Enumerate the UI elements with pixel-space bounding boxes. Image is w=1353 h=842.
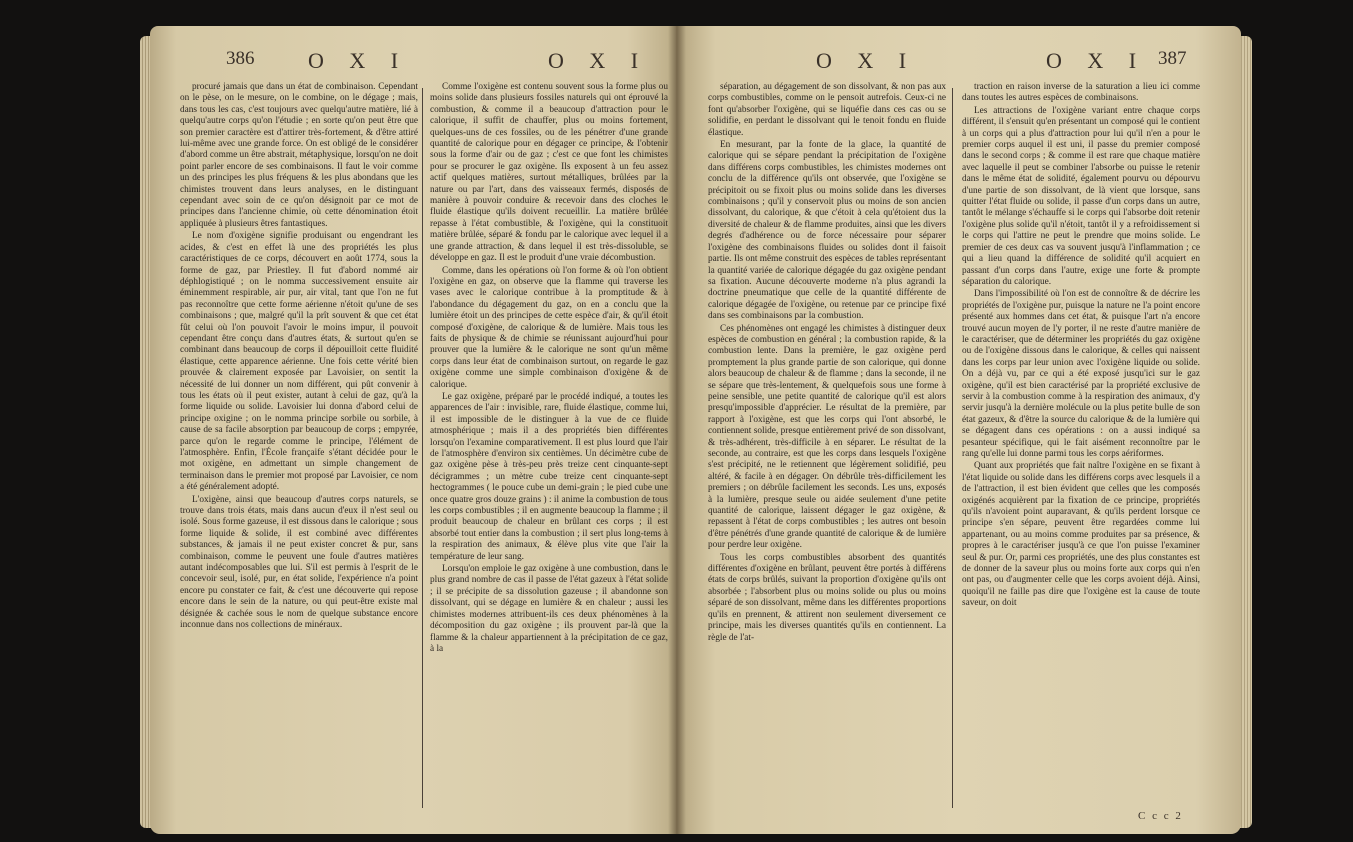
running-head-left: O X I — [308, 48, 409, 73]
paragraph: Tous les corps combustibles absorbent des quantités différentes d'oxigène en brûlant, peuvent être portés à différens états de corps brûlés, suivant la proportion d'oxigène qu'ils ont absorbée ; l'absorbent plus ou moins solide ou plus ou moins séparé de son dissolvant, même dans les différentes proportions qu'ils en prennent, & attirent non seulement diversement ce principe, mais les diverses quantités qu'ils en contiennent. La règle de l'at- — [708, 552, 946, 643]
running-head-right-1: O X I — [816, 48, 917, 73]
paragraph: Quant aux propriétés que fait naître l'oxigène en se fixant à l'état liquide ou solide dans les différens corps avec lesquels il a de l'attraction, il est bien évident que celles que les composés oxigénés acquièrent par la fixation de ce principe, propriétés qu'ils n'avoient point auparavant, & qu'ils perdent lorsque ce principe s'en sépare, peuvent être regardées comme lui appartenant, ou au moins comme produites par sa présence, & propres à le caractériser jusqu'à ce que l'on puisse l'examiner seul & pur. Or, parmi ces propriétés, une des plus constantes est de donner de la saveur plus ou moins forte aux corps qui n'en ont pas, ou d'augmenter celle que les corps avoient déjà. Ainsi, quoiqu'il ne faille pas dire que l'oxigène est la cause de toute saveur, on doit — [962, 461, 1200, 609]
paragraph: Les attractions de l'oxigène variant entre chaque corps différent, il s'ensuit qu'en présentant un composé qui le contient à un corps qui a plus d'attraction pour lui qu'il n'en a pour le premier corps auquel il est uni, il passe du premier composé dans le second corps ; & comme il est rare que chaque matière avec laquelle il peut se combiner l'absorbe ou puisse le retenir dans le même état de solidité, également pourvu ou dépourvu d'une partie de son dissolvant, de là vient que lorsque, sans quitter l'état fluide ou solide, il passe d'un corps dans un autre, tantôt le mélange s'échauffe si le corps qui l'absorbe doit retenir l'oxigène plus solide qu'il n'étoit, tantôt il y a refroidissement si le corps qui l'attire ne peut le prendre que moins solide. Le premier de ces deux cas va souvent jusqu'à l'inflammation ; ce qui a lieu quand la différence de solidité qu'il acquiert en passant d'un corps dans l'autre, exige une forte & prompte séparation du calorique. — [962, 105, 1200, 287]
right-page — [676, 26, 1241, 834]
column-2 — [430, 82, 668, 822]
column-rule — [422, 88, 423, 808]
paragraph: L'oxigène, ainsi que beaucoup d'autres corps naturels, se trouve dans trois états, mais dans aucun d'eux il n'est seul ou isolé. Sous forme gazeuse, il est dissous dans le calorique ; sous forme liquide & solide, il est combiné avec différentes substances, & jamais il ne peut exister concret & pur, sans combinaison, comme le peuvent une foule d'autres matières autant indécomposables que lui. S'il est permis à l'esprit de le concevoir seul, isolé, pur, en état solide, l'expérience n'a point encore pu constater ce fait, & c'est une découverte qui repose encore dans le sein de la nature, ou qui peut-être existe mal désignée & cachée sous le nom de quelque substance encore inconnue dans nos collections de minéraux. — [180, 494, 418, 631]
column-4 — [962, 82, 1200, 804]
paragraph: Le gaz oxigène, préparé par le procédé indiqué, a toutes les apparences de l'air : invisible, rare, fluide élastique, comme lui, il est impossible de le distinguer à la vue de ce fluide atmosphérique ; mais il a des propriétés bien différentes lorsqu'on l'examine comparativement. Il est plus lourd que l'air de l'atmosphère d'environ six centièmes. Un décimètre cube de gaz oxigène pèse à très-peu près treize cent cinquante-sept décigrammes ; un mètre cube treize cent cinquante-sept hectogrammes ( le pouce cube un demi-grain ; le pied cube une once quatre gros douze grains ) : il anime la combustion de tous les corps combustibles ; il en augmente beaucoup la flamme ; il produit beaucoup de chaleur en brûlant ces corps ; il est absorbé tout entier dans la combustion ; il sert plus long-tems à la respiration des animaux, & élève plus vite que l'air la température de leur sang. — [430, 391, 668, 562]
column-rule — [952, 88, 953, 808]
book-gutter — [668, 26, 686, 834]
page-number-left: 386 — [226, 48, 255, 69]
left-page — [150, 26, 680, 834]
paragraph: En mesurant, par la fonte de la glace, la quantité de calorique qui se sépare pendant la précipitation de l'oxigène dans différens corps combustibles, les chimistes modernes ont conclu de la différence qu'ils ont observée, que l'oxigène se précipitoit ou se fixoit plus ou moins solide dans les diverses combinaisons ; qu'il y conservoit plus ou moins de son ancien dissolvant, du calorique, & que c'étoit à cela qu'étoient dus la diversité de chaleur & de flamme produites, ainsi que les divers degrés d'adhérence ou de force nécessaire pour séparer l'oxigène des combinaisons fluides ou solides dont il faisoit partie. Ils ont même construit des espèces de tables représentant la quantité variée de calorique dégagée du gaz oxigène pendant sa fixation. Aucune découverte moderne n'a plus agrandi la doctrine pneumatique que celle de la quantité différente de calorique dégagée de l'oxigène, ou retenue par ce principe fixé dans ses combinaisons par la combustion. — [708, 140, 946, 322]
paragraph: procuré jamais que dans un état de combinaison. Cependant on le pèse, on le mesure, on le combine, on le dégage ; mais, dans tous les cas, c'est toujours avec quelqu'autre matière, lié à quelqu'autre corps qu'on l'étudie ; en sorte qu'on peut être que son premier caractère est d'attirer très-fortement, & d'être attiré lui-même avec une grande force. On est obligé de le considérer d'abord comme un être abstrait, métaphysique, lorsqu'on ne doit point parler encore de ses combinaisons. Il faut le voir comme un des principes les plus fréquens & les plus abondans que les chimistes trouvent dans leurs analyses, en le distinguant cependant avec soin de ce qu'on désignoit par ce mot de principes dans l'ancienne chimie, où cette dénomination étoit appliquée à plusieurs êtres fantastiques. — [180, 82, 418, 229]
paragraph: Dans l'impossibilité où l'on est de connoître & de décrire les propriétés de l'oxigène pur, puisque la nature ne l'a point encore présenté aux hommes dans cet état, & puisque l'art n'a encore trouvé aucun moyen de l'y porter, il ne reste d'autre manière de le caractériser, que de déterminer les propriétés du gaz oxigène ou de l'oxigène dissous dans le calorique, & celles qui naissent dans les corps par leur union avec l'oxigène liquide ou solide. On a déjà vu, par ce qui a été exposé jusqu'ici sur le gaz oxigène, qu'il est bien caractérisé par la propriété exclusive de servir à la combustion comme à la respiration des animaux, d'y servir jusqu'à la dernière molécule ou la plus petite bulle de son état gazeux, & d'être la source du calorique & de la lumière qui se dégagent dans ces opérations : on a aussi indiqué sa pesanteur spécifique, qui le fait aisément reconnoître par le rang qu'elle lui donne parmi tous les corps aériformes. — [962, 289, 1200, 459]
paragraph: Comme l'oxigène est contenu souvent sous la forme plus ou moins solide dans plusieurs fossiles naturels qui ont éprouvé la combustion, & comme il a beaucoup d'attraction pour le calorique, il suffit de chauffer, plus ou moins fortement, quelques-uns de ces fossiles, ou de les pénétrer d'une grande quantité de calorique pour en dégager ce principe, & l'obtenir sous la forme d'air ou de gaz ; c'est ce que font les chimistes pour se procurer le gaz oxigène. Ils exposent à un feu assez actif quelques matières, surtout métalliques, brûlées par la nature ou par l'art, dans des vaisseaux fermés, disposés de manière à pouvoir conduire & recevoir dans des cloches le fluide élastique qu'ils doivent recueillir. La matière brûlée repasse à l'état combustible, & l'oxigène, qui la constituoit matière brûlée, séparé & fondu par le calorique avec lequel il a une grande attraction, & dans lequel il est très-dissoluble, se développe en gaz. Il est le produit d'une vraie décombustion. — [430, 82, 668, 264]
running-head-right-2: O X I — [1046, 48, 1147, 73]
paragraph: Ces phénomènes ont engagé les chimistes à distinguer deux espèces de combustion en général ; la combustion rapide, & la combustion lente. Dans la première, le gaz oxigène perd promptement la plus grande partie de son calorique, qui donne alors beaucoup de chaleur & de flamme ; dans la seconde, il ne se sépare que très-lentement, & quelquefois sous une forme à peine sensible, une petite quantité de calorique qu'il est alors presqu'impossible d'apprécier. Le résultat de la première, par rapport à l'oxigène, est que les corps qui l'ont absorbé, le contiennent solide, presque entièrement privé de son dissolvant, & très-adhérent, très-difficile à en séparer. Le résultat de la seconde, au contraire, est que les corps dans lesquels l'oxigène s'est précipité, ne le retiennent que légèrement solidifié, peu altéré, & facile à en dégager. On débrûle très-difficilement les premiers ; on débrûle facilement les seconds. Les uns, exposés à la lumière, presque seule ou aidée seulement d'une petite quantité de calorique, laissent dégager le gaz oxigène, & repassent à l'état de corps combustibles ; les autres ont besoin d'être pénétrés d'une grande quantité de calorique & de lumière pour perdre leur oxigène. — [708, 323, 946, 551]
running-head-center: O X I — [548, 48, 649, 73]
paragraph: Comme, dans les opérations où l'on forme & où l'on obtient l'oxigène en gaz, on observe que la flamme qui traverse les vases avec le calorique contribue à la promptitude & à l'abondance du dégagement du gaz, on en a conclu que la lumière étoit un des principes de cette espèce d'air, & qu'il étoit composé d'oxigène, de calorique & de lumière. Mais tous les faits de physique & de chimie se réunissant aujourd'hui pour prouver que la lumière & le calorique ne sont qu'un même corps dans leur état de combinaison surtout, on regarde le gaz oxigène comme une simple combinaison d'oxigène & de calorique. — [430, 265, 668, 390]
signature-mark: C c c 2 — [1138, 810, 1183, 822]
paragraph: Le nom d'oxigène signifie produisant ou engendrant les acides, & c'est en effet là une des propriétés les plus caractéristiques de ce corps, découvert en août 1774, sous la forme de gaz, par Priestley. Il fut d'abord nommé air déphlogistiqué ; on le nomma successivement ensuite air éminemment respirable, air pur, air vital, tant que l'on ne fut pas reconnoître que cette forme aérienne n'étoit qu'une de ses combinaisons ; que, malgré qu'il la prît souvent & que cet état fût celui où l'on pouvoit l'avoir le moins impur, il pouvoit cependant être conçu dans d'autres états, & surtout qu'en se combinant dans beaucoup de corps il dépouilloit cette fluidité élastique, cette apparence aérienne. Une fois cette vérité bien prouvée & clairement exposée par Lavoisier, on sentit la nécessité de lui donner un nom différent, qui pût convenir à tous les états où il peut exister, autant à celui de gaz, qu'à la forme liquide ou solide. Lavoisier lui donna d'abord celui de principe oxigine ; on le nomma principe sorbile ou sorbile, à cause de sa facile absorption par beaucoup de corps ; empyrée, parce qu'on le regarde comme le principe, l'élément de l'atmosphère. Enfin, l'École françaife s'étant décidée pour le mot oxigène, en admettant un simple changement de terminaison dans le premier mot proposé par Lavoisier, ce nom a été généralement adopté. — [180, 231, 418, 493]
column-3 — [708, 82, 946, 822]
paragraph: Lorsqu'on emploie le gaz oxigène à une combustion, dans le plus grand nombre de cas il passe de l'état gazeux à l'état solide ; il se précipite de sa dissolution gazeuse ; il abandonne son dissolvant, qui se dégage en lumière & en chaleur ; aussi les chimistes modernes attribuent-ils ces deux phénomènes à la décomposition du gaz oxigène ; ils prouvent par-là que la flamme & la chaleur appartiennent à la précipitation de ce gaz, à la — [430, 564, 668, 654]
paragraph: séparation, au dégagement de son dissolvant, & non pas aux corps combustibles, comme on le pensoit autrefois. Ceux-ci ne font qu'absorber l'oxigène, qui se liquéfie dans ces cas ou se solidifie, en perdant le dissolvant qui le tenoit fondu en fluide élastique. — [708, 82, 946, 138]
page-number-right: 387 — [1158, 48, 1187, 69]
paragraph: traction en raison inverse de la saturation a lieu ici comme dans toutes les autres espèces de combinaisons. — [962, 82, 1200, 104]
column-1 — [180, 82, 418, 822]
